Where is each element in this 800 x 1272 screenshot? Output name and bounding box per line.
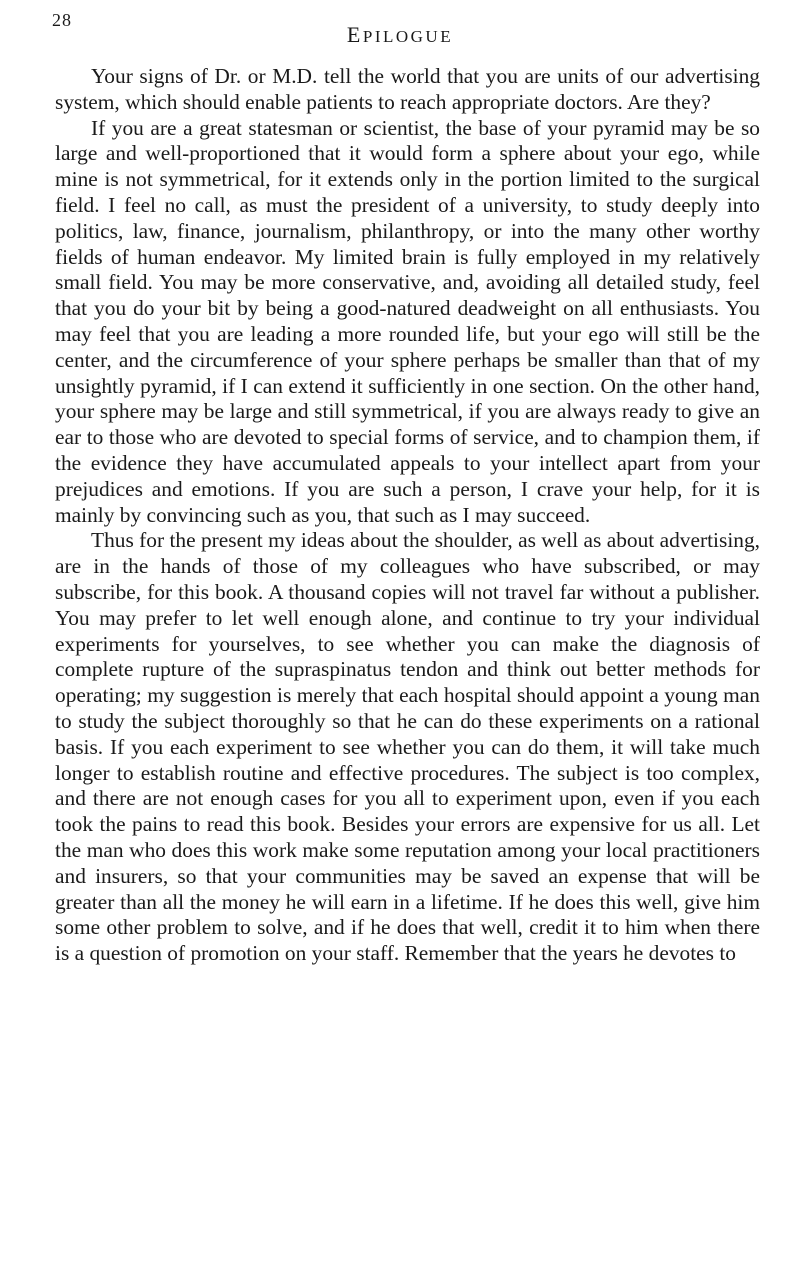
paragraph: Your signs of Dr. or M.D. tell the world that you are units of our advertising system, which should enable patients to reach appropriate doctors. Are they? [55, 64, 760, 114]
paragraph: Thus for the present my ideas about the shoulder, as well as about advertising, are in the hands of those of my colleagues who have subscribed, or may subscribe, for this book. A thousand copies will not travel far without a publisher. You may prefer to let well enough alone, and continue to try your individual experiments for yourselves, to see whether you can make the diagnosis of complete rupture of the supraspinatus tendon and think out better methods for operating; my suggestion is merely that each hospital should appoint a young man to study the subject thoroughly so that he can do these experiments on a rational basis. If you each experiment to see whether you can do them, it will take much longer to establish routine and effective procedures. The subject is too complex, and there are not enough cases for you all to experiment upon, even if you each took the pains to read this book. Besides your errors are expensive for us all. Let the man who does this work make some reputation among your local practitioners and insurers, so that your communities may be saved an expense that will be greater than all the money he will earn in a lifetime. If he does this well, give him some other problem to solve, and if he does that well, credit it to him when there is a question of promotion on your staff. Remember that the years he devotes to [55, 528, 760, 966]
body-text [55, 64, 760, 967]
running-head [0, 22, 800, 48]
page-number: 28 [52, 10, 72, 30]
paragraph: If you are a great statesman or scientist, the base of your pyramid may be so large and well-proportioned that it would form a sphere about your ego, while mine is not symmetrical, for it extends only in the portion limited to the surgical field. I feel no call, as must the president of a university, to study deeply into politics, law, finance, journalism, philanthropy, or into the many other worthy fields of human endeavor. My limited brain is fully employed in my relatively small field. You may be more conservative, and, avoiding all detailed study, feel that you do your bit by being a good-natured deadweight on all enthusiasts. You may feel that you are leading a more rounded life, but your ego will still be the center, and the circumference of your sphere perhaps be smaller than that of my unsightly pyramid, if I can extend it sufficiently in one section. On the other hand, your sphere may be large and still symmetrical, if you are always ready to give an ear to those who are devoted to special forms of service, and to champion them, if the evidence they have accumulated appeals to your intellect apart from your prejudices and emotions. If you are such a person, I crave your help, for it is mainly by convincing such as you, that such as I may succeed. [55, 115, 760, 527]
running-head-initial: E [346, 22, 363, 47]
running-head-rest: PILOGUE [362, 27, 454, 46]
